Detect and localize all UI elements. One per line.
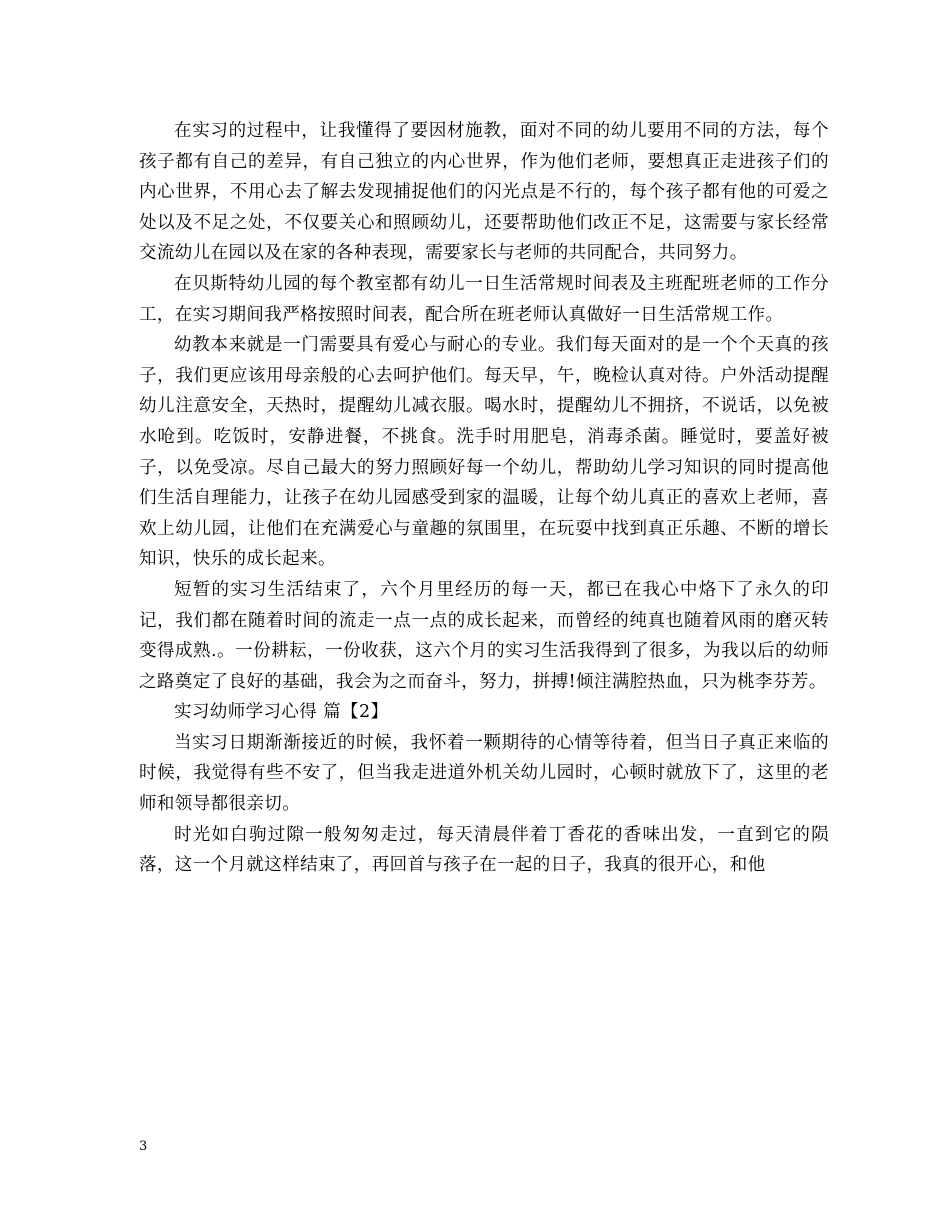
paragraph: 幼教本来就是一门需要具有爱心与耐心的专业。我们每天面对的是一个个天真的孩子，我们更应该用母亲般的心去呵护他们。每天早，午，晚检认真对待。户外活动提醒幼儿注意安全，天热时，提醒幼儿减衣服。喝水时，提醒幼儿不拥挤，不说话，以免被水呛到。吃饭时，安静进餐，不挑食。洗手时用肥皂，消毒杀菌。睡觉时，要盖好被子，以免受凉。尽自己最大的努力照顾好每一个幼儿，帮助幼儿学习知识的同时提高他们生活自理能力，让孩子在幼儿园感受到家的温暖，让每个幼儿真正的喜欢上老师，喜欢上幼儿园，让他们在充满爱心与童趣的氛围里，在玩耍中找到真正乐趣、不断的增长知识，快乐的成长起来。	[139, 335, 829, 570]
paragraph: 在实习的过程中，让我懂得了要因材施教，面对不同的幼儿要用不同的方法，每个孩子都有自己的差异，有自己独立的内心世界，作为他们老师，要想真正走进孩子们的内心世界，不用心去了解去发现捕捉他们的闪光点是不行的，每个孩子都有他的可爱之处以及不足之处，不仅要关心和照顾幼儿，还要帮助他们改正不足，这需要与家长经常交流幼儿在园以及在家的各种表现，需要家长与老师的共同配合，共同努力。	[139, 121, 829, 264]
page-number: 3	[139, 1139, 148, 1154]
section-heading: 实习幼师学习心得 篇【2】	[174, 702, 389, 723]
paragraph: 时光如白驹过隙一般匆匆走过，每天清晨伴着丁香花的香味出发，一直到它的陨落，这一个月就这样结束了，再回首与孩子在一起的日子，我真的很开心，和他	[139, 824, 829, 876]
paragraph: 在贝斯特幼儿园的每个教室都有幼儿一日生活常规时间表及主班配班老师的工作分工，在实习期间我严格按照时间表，配合所在班老师认真做好一日生活常规工作。	[139, 273, 829, 325]
document-body	[139, 116, 829, 881]
paragraph: 短暂的实习生活结束了，六个月里经历的每一天，都已在我心中烙下了永久的印记，我们都在随着时间的流走一点一点的成长起来，而曾经的纯真也随着风雨的磨灭转变得成熟.。一份耕耘，一份收获，这六个月的实习生活我得到了很多，为我以后的幼师之路奠定了良好的基础，我会为之而奋斗，努力，拼搏!倾注满腔热血，只为桃李芬芳。	[139, 579, 829, 692]
paragraph: 当实习日期渐渐接近的时候，我怀着一颗期待的心情等待着，但当日子真正来临的时候，我觉得有些不安了，但当我走进道外机关幼儿园时，心顿时就放下了，这里的老师和领导都很亲切。	[139, 732, 829, 815]
